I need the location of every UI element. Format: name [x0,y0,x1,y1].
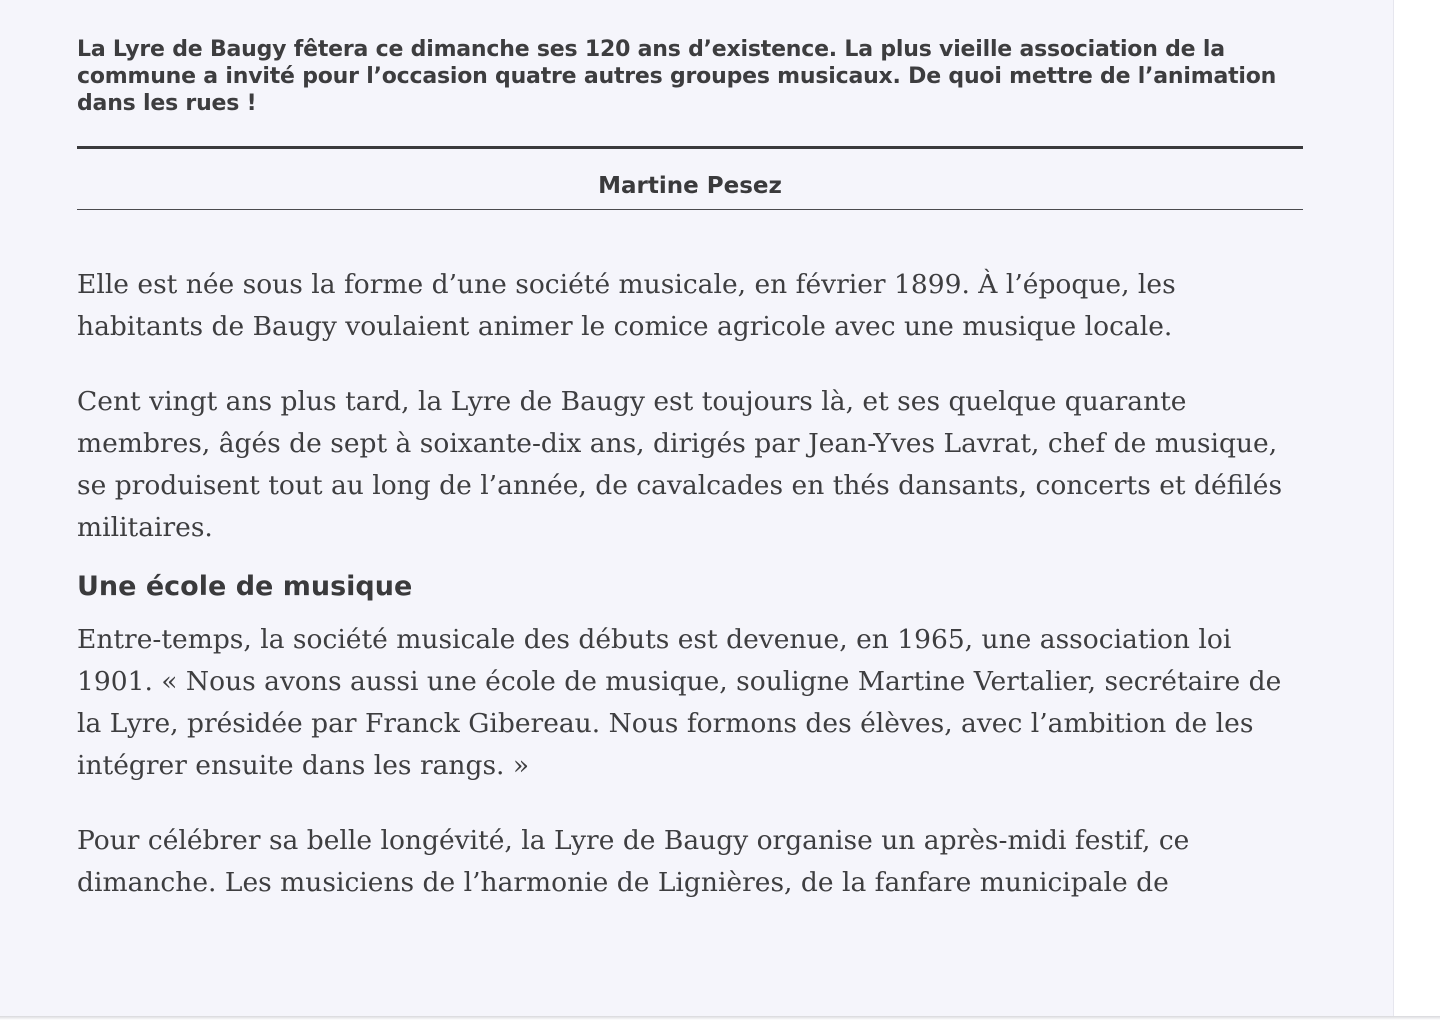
separator-rule-top [77,146,1303,149]
paragraph-2: Cent vingt ans plus tard, la Lyre de Baugy est toujours là, et ses quelque quarante membres, âgés de sept à soixante-dix ans, dirigés par Jean-Yves Lavrat, chef de musique, se produisent tout au long de l’année, de cavalcades en thés dansants, concerts et défilés militaires. [77,386,1283,543]
article-body [77,36,1303,904]
article-lead: La Lyre de Baugy fêtera ce dimanche ses 120 ans d’existence. La plus vieille association de la commune a invité pour l’occasion quatre autres groupes musicaux. De quoi mettre de l’animation dans les rues ! [77,37,1277,116]
paragraph-1: Elle est née sous la forme d’une société musicale, en février 1899. À l’époque, les habitants de Baugy voulaient animer le comice agricole avec une musique locale. [77,269,1176,342]
page-edge-shadow [0,1016,1440,1020]
separator-rule-bottom [77,209,1303,210]
paragraph-4: Pour célébrer sa belle longévité, la Lyre de Baugy organise un après-midi festif, ce dimanche. Les musiciens de l’harmonie de Lignières, de la fanfare municipale de [77,825,1190,898]
section-heading: Une école de musique [77,571,413,602]
author-byline: Martine Pesez [598,173,782,199]
paragraph-3: Entre-temps, la société musicale des débuts est devenue, en 1965, une association loi 1901. « Nous avons aussi une école de musique, souligne Martine Vertalier, secrétaire de la Lyre, présidée par Franck Gibereau. Nous formons des élèves, avec l’ambition de les intégrer ensuite dans les rangs. » [77,624,1282,781]
